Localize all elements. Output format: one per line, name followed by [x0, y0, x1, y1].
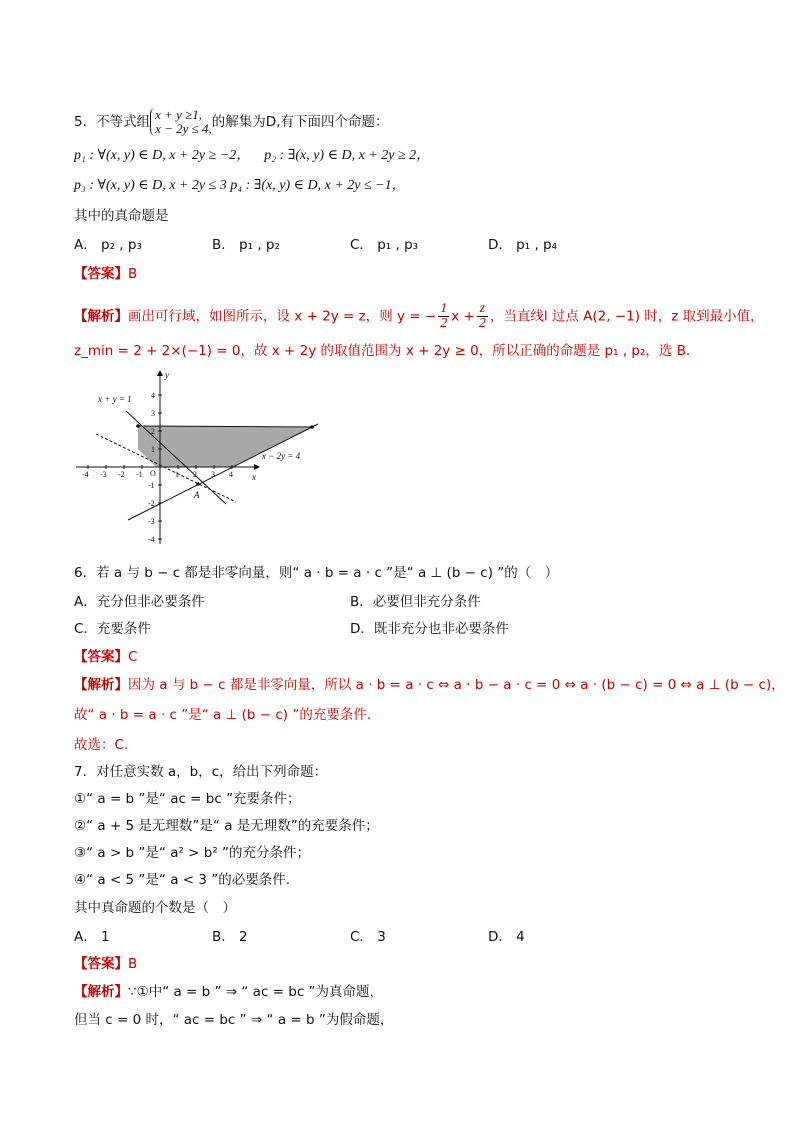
q7-option-c: C． 3 [350, 929, 386, 945]
y-tick-label: -1 [148, 481, 155, 490]
q5-answer: 【答案】B [74, 266, 138, 282]
q7-option-d: D． 4 [488, 929, 525, 945]
q5-option-a: A． p₂ , p₃ [74, 237, 142, 253]
point-a-marker [196, 482, 200, 486]
origin-label: O [150, 469, 156, 478]
q6-answer: 【答案】C [74, 649, 138, 665]
x-tick-label: -4 [82, 470, 89, 479]
q5-question: 其中的真命题是 [74, 208, 169, 224]
x-axis-label: x [252, 472, 256, 482]
fraction-z-half: $\frac{z}{2}$ [478, 301, 486, 331]
x-axis-arrow [254, 464, 260, 470]
x-tick-label: -1 [136, 470, 143, 479]
q6-analysis-line2: 故“ a · b = a · c ”是“ a ⊥ (b − c) ”的充要条件. [74, 707, 372, 723]
q5-option-d: D． p₁ , p₄ [488, 237, 558, 253]
q7-item-4: ④“ a < 5 ”是“ a < 3 ”的必要条件. [74, 872, 291, 888]
label-x-minus-2y: x − 2y = 4 [262, 451, 301, 461]
q5-propositions-row1: p₁ : ∀(x, y) ∈ D, x + 2y ≥ −2， p₂ : ∃(x, y) ∈ D, x + 2y ≥ 2， [74, 148, 431, 163]
x-tick-label: 3 [211, 470, 215, 479]
y-tick-label: 4 [151, 391, 155, 400]
label-x-plus-y: x + y = 1 [98, 394, 132, 404]
label-point-a: A [194, 490, 200, 500]
q6-option-b: B．必要但非充分条件 [350, 594, 481, 610]
q6-option-a: A．充分但非必要条件 [74, 594, 205, 610]
inequality-system: x + y ≥1, x − 2y ≤ 4, [150, 108, 212, 136]
q6-option-d: D．既非充分也非必要条件 [350, 621, 509, 637]
y-axis-arrow [157, 370, 163, 376]
y-tick-label: 1 [151, 445, 155, 454]
vertex-left [136, 424, 140, 428]
x-tick-label: -3 [100, 470, 107, 479]
q5-analysis-line1: 【解析】画出可行域，如图所示，设 x + 2y = z，则 y = − $\frac{1}{2}$ x + $\frac{z}{2}$ ，当直线l 过点 A(2, −1) 时，z 取到最小值， [74, 301, 764, 331]
q7-stem: 7．对任意实数 a，b，c，给出下列命题： [74, 764, 328, 780]
y-axis-label: y [165, 370, 169, 380]
q7-analysis-line1: 【解析】∵①中“ a = b ” ⇒ “ ac = bc ”为真命题， [74, 984, 384, 1000]
q5-propositions-row2: p₃ : ∀(x, y) ∈ D, x + 2y ≤ 3 p₄ : ∃(x, y) ∈ D, x + 2y ≤ −1， [74, 178, 406, 193]
y-tick-label: 3 [151, 409, 155, 418]
x-tick-label: 1 [175, 470, 179, 479]
q5-stem: 5．不等式组 x + y ≥1, x − 2y ≤ 4, 的解集为D,有下面四个命题： [74, 107, 389, 136]
q6-option-c: C．充要条件 [74, 621, 151, 637]
x-tick-label: 2 [193, 470, 197, 479]
q7-option-a: A． 1 [74, 929, 110, 945]
q5-analysis-line2: z_min = 2 + 2×(−1) = 0，故 x + 2y 的取值范围为 x + 2y ≥ 0，所以正确的命题是 p₁ , p₂，选 B． [74, 343, 700, 359]
q6-analysis-line1: 【解析】因为 a 与 b − c 都是非零向量，所以 a · b = a · c ⇔ a · b − a · c = 0 ⇔ a · (b − c) = 0 ⇔ a ⊥ (b − c)， [74, 677, 785, 693]
x-tick-label: -2 [118, 470, 125, 479]
fraction-one-half: $\frac{1}{2}$ [440, 301, 448, 331]
y-tick-label: -3 [148, 517, 155, 526]
q7-analysis-line2: 但当 c = 0 时，“ ac = bc ” ⇒ “ a = b ”为假命题， [74, 1012, 394, 1028]
y-tick-label: 2 [151, 427, 155, 436]
q7-item-1: ①“ a = b ”是“ ac = bc ”充要条件； [74, 791, 301, 807]
q5-option-c: C． p₁ , p₃ [350, 237, 419, 253]
q7-question: 其中真命题的个数是（ ） [74, 900, 236, 916]
vertex-right [310, 425, 314, 429]
x-tick-label: 4 [229, 470, 233, 479]
q7-item-2: ②“ a + 5 是无理数”是“ a 是无理数”的充要条件； [74, 818, 379, 834]
q6-analysis-line3: 故选：C. [74, 737, 129, 753]
q7-answer: 【答案】B [74, 956, 138, 972]
y-tick-label: -4 [148, 535, 155, 544]
q5-option-b: B． p₁ , p₂ [212, 237, 280, 253]
y-tick-label: -2 [148, 499, 155, 508]
q6-stem: 6．若 a 与 b − c 都是非零向量，则“ a · b = a · c ”是“ a ⊥ (b − c) ”的（ ） [74, 565, 559, 581]
q7-option-b: B． 2 [212, 929, 248, 945]
q7-item-3: ③“ a > b ”是“ a² > b² ”的充分条件； [74, 845, 311, 861]
feasible-region-figure [74, 364, 334, 550]
